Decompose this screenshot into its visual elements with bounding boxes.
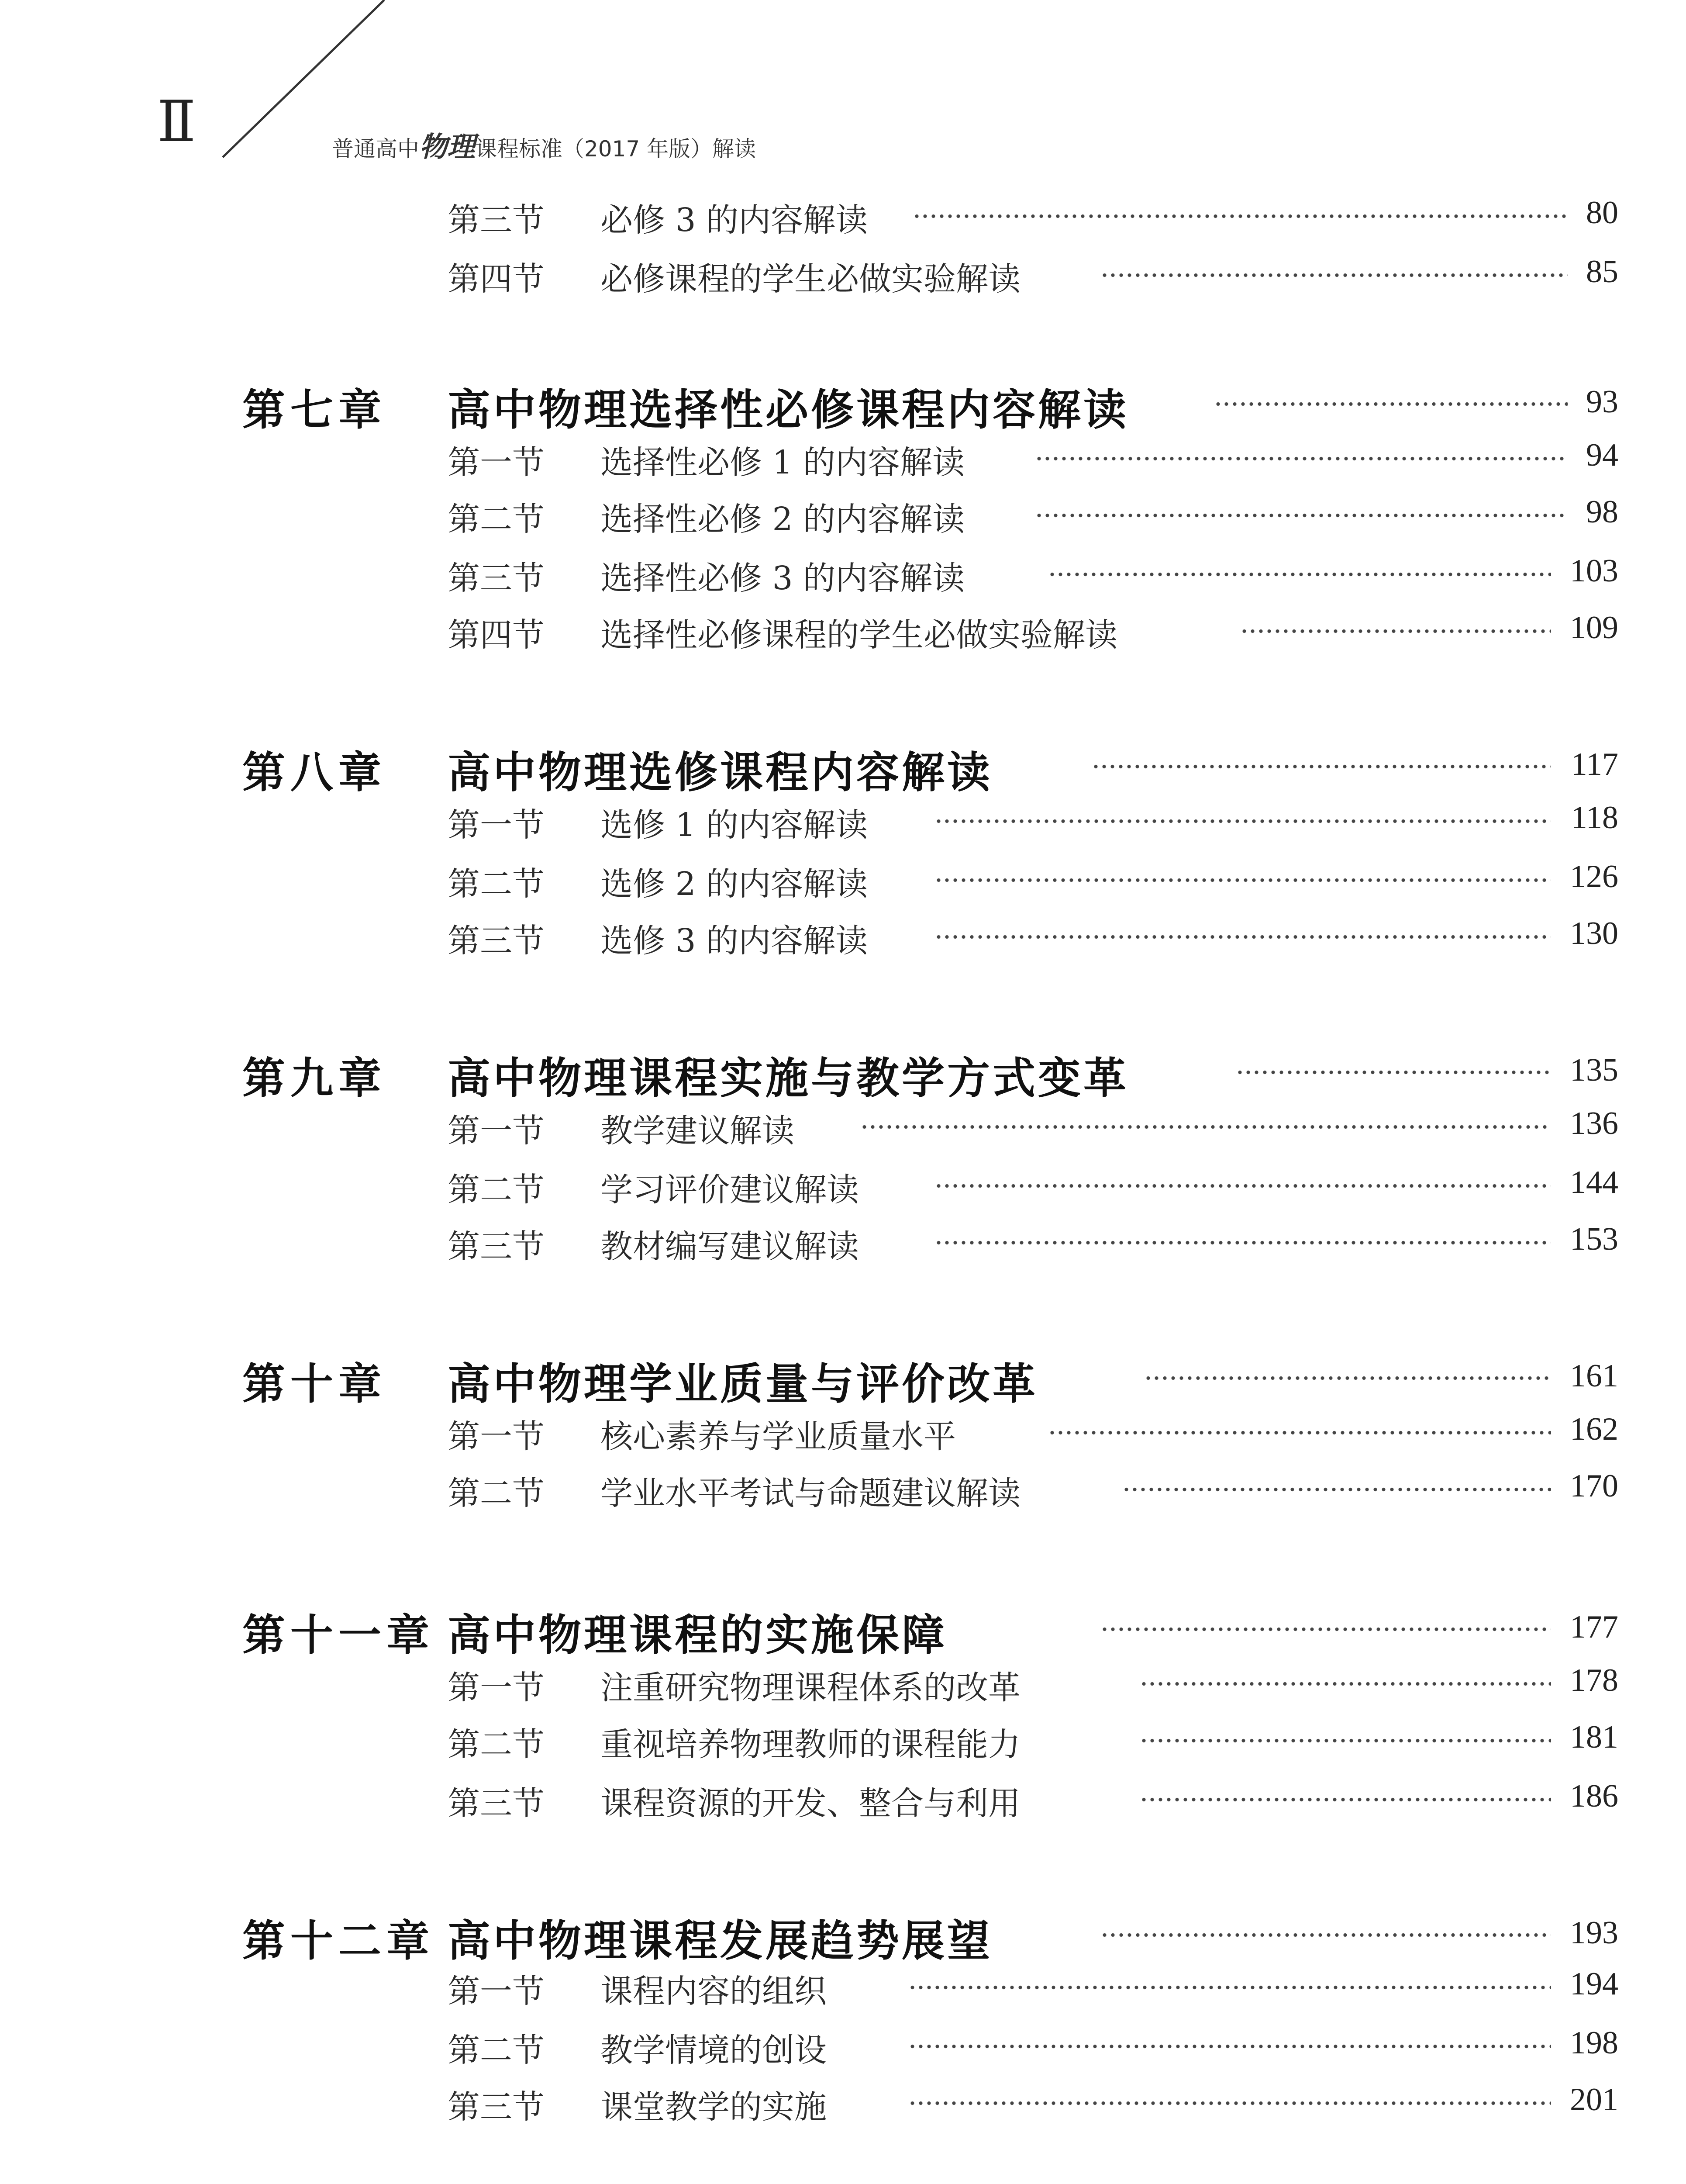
section-number: 第三节	[448, 201, 545, 239]
page-ref: 117	[1571, 746, 1618, 782]
page-ref: 136	[1570, 1106, 1618, 1141]
dot-leader	[1122, 1487, 1551, 1492]
section-title: 选择性必修 1 的内容解读	[600, 444, 965, 481]
chapter-number: 第十一章	[242, 1610, 435, 1660]
dot-leader	[1035, 513, 1568, 518]
chapter-title: 高中物理课程的实施保障	[448, 1610, 948, 1660]
chapter-number: 第八章	[242, 747, 387, 798]
section-number: 第一节	[448, 1418, 545, 1455]
section-number: 第三节	[448, 1228, 545, 1265]
section-title: 教学建议解读	[600, 1112, 794, 1150]
page-ref: 186	[1570, 1778, 1618, 1814]
running-header-prefix: 普通高中	[332, 136, 419, 162]
section-title: 学业水平考试与命题建议解读	[600, 1475, 1021, 1512]
dot-leader	[1048, 1431, 1551, 1435]
page-ref: 94	[1586, 437, 1618, 473]
dot-leader	[934, 819, 1551, 823]
section-number: 第一节	[448, 1669, 545, 1707]
page-ref: 98	[1586, 494, 1618, 530]
dot-leader	[860, 1125, 1551, 1129]
section-number: 第二节	[448, 1475, 545, 1512]
section-title: 教学情境的创设	[600, 2032, 827, 2069]
running-header-emphasis: 物理	[419, 131, 475, 163]
page-ref: 170	[1570, 1468, 1618, 1504]
chapter-title: 高中物理课程实施与教学方式变革	[448, 1053, 1129, 1103]
chapter-title: 高中物理学业质量与评价改革	[448, 1359, 1038, 1409]
chapter-number: 第九章	[242, 1053, 387, 1103]
section-number: 第四节	[448, 260, 545, 298]
page-ref: 126	[1570, 859, 1618, 895]
running-header-suffix: 课程标准（2017 年版）解读	[475, 136, 756, 162]
section-title: 课程内容的组织	[600, 1973, 827, 2010]
page-number: Ⅱ	[157, 91, 196, 154]
page-ref: 198	[1570, 2025, 1618, 2061]
chapter-number: 第十二章	[242, 1916, 435, 1966]
section-title: 选择性必修 2 的内容解读	[600, 501, 965, 538]
page-ref: 93	[1586, 384, 1618, 420]
chapter-title: 高中物理选修课程内容解读	[448, 747, 993, 798]
page-ref: 135	[1570, 1052, 1618, 1088]
section-number: 第二节	[448, 1171, 545, 1209]
page-ref: 80	[1586, 195, 1618, 231]
section-number: 第一节	[448, 1973, 545, 2010]
section-title: 选修 3 的内容解读	[600, 922, 868, 960]
dot-leader	[908, 2101, 1551, 2105]
section-title: 选修 2 的内容解读	[600, 865, 868, 903]
page-ref: 194	[1570, 1966, 1618, 2002]
page-ref: 161	[1570, 1358, 1618, 1394]
chapter-title: 高中物理课程发展趋势展望	[448, 1916, 993, 1966]
dot-leader	[934, 1241, 1551, 1245]
section-number: 第三节	[448, 922, 545, 960]
section-number: 第四节	[448, 616, 545, 654]
page-ref: 181	[1570, 1719, 1618, 1755]
section-number: 第二节	[448, 501, 545, 538]
section-number: 第三节	[448, 2088, 545, 2126]
page-ref: 103	[1570, 553, 1618, 589]
dot-leader	[913, 214, 1568, 218]
section-title: 必修 3 的内容解读	[600, 201, 868, 239]
chapter-number: 第十章	[242, 1359, 387, 1409]
page-ref: 153	[1570, 1221, 1618, 1257]
section-title: 注重研究物理课程体系的改革	[600, 1669, 1021, 1707]
dot-leader	[1100, 1627, 1551, 1631]
section-number: 第一节	[448, 806, 545, 844]
chapter-number: 第七章	[242, 385, 387, 435]
dot-leader	[1100, 1933, 1551, 1937]
section-title: 学习评价建议解读	[600, 1171, 859, 1209]
section-title: 必修课程的学生必做实验解读	[600, 260, 1021, 298]
running-header	[332, 124, 756, 165]
dot-leader	[1236, 1070, 1551, 1075]
page-ref: 162	[1570, 1411, 1618, 1447]
dot-leader	[1140, 1682, 1551, 1686]
section-number: 第一节	[448, 1112, 545, 1150]
section-title: 选择性必修 3 的内容解读	[600, 560, 965, 597]
header-slash-decoration	[0, 0, 1686, 175]
section-title: 重视培养物理教师的课程能力	[600, 1726, 1021, 1763]
page-ref: 109	[1570, 610, 1618, 646]
section-number: 第三节	[448, 1785, 545, 1822]
section-number: 第二节	[448, 2032, 545, 2069]
section-number: 第二节	[448, 1726, 545, 1763]
dot-leader	[1140, 1738, 1551, 1743]
section-number: 第二节	[448, 865, 545, 903]
dot-leader	[908, 2044, 1551, 2049]
page-ref: 177	[1570, 1609, 1618, 1645]
dot-leader	[1240, 629, 1551, 633]
dot-leader	[1035, 456, 1568, 461]
section-title: 选修 1 的内容解读	[600, 806, 868, 844]
dot-leader	[908, 1985, 1551, 1990]
page-ref: 85	[1586, 254, 1618, 290]
section-number: 第一节	[448, 444, 545, 481]
page-ref: 130	[1570, 916, 1618, 951]
dot-leader	[934, 1184, 1551, 1188]
dot-leader	[1144, 1376, 1551, 1380]
page-ref: 144	[1570, 1165, 1618, 1200]
dot-leader	[934, 878, 1551, 882]
chapter-title: 高中物理选择性必修课程内容解读	[448, 385, 1129, 435]
section-number: 第三节	[448, 560, 545, 597]
dot-leader	[1048, 572, 1551, 577]
dot-leader	[1214, 402, 1568, 406]
section-title: 选择性必修课程的学生必做实验解读	[600, 616, 1117, 654]
section-title: 教材编写建议解读	[600, 1228, 859, 1265]
section-title: 课堂教学的实施	[600, 2088, 827, 2126]
page-ref: 193	[1570, 1915, 1618, 1951]
page-ref: 178	[1570, 1662, 1618, 1698]
page-ref: 118	[1571, 800, 1618, 836]
dot-leader	[1140, 1797, 1551, 1802]
dot-leader	[1092, 764, 1551, 769]
section-title: 课程资源的开发、整合与利用	[600, 1785, 1021, 1822]
dot-leader	[934, 935, 1551, 939]
section-title: 核心素养与学业质量水平	[600, 1418, 956, 1455]
page-ref: 201	[1570, 2082, 1618, 2118]
dot-leader	[1100, 273, 1568, 277]
